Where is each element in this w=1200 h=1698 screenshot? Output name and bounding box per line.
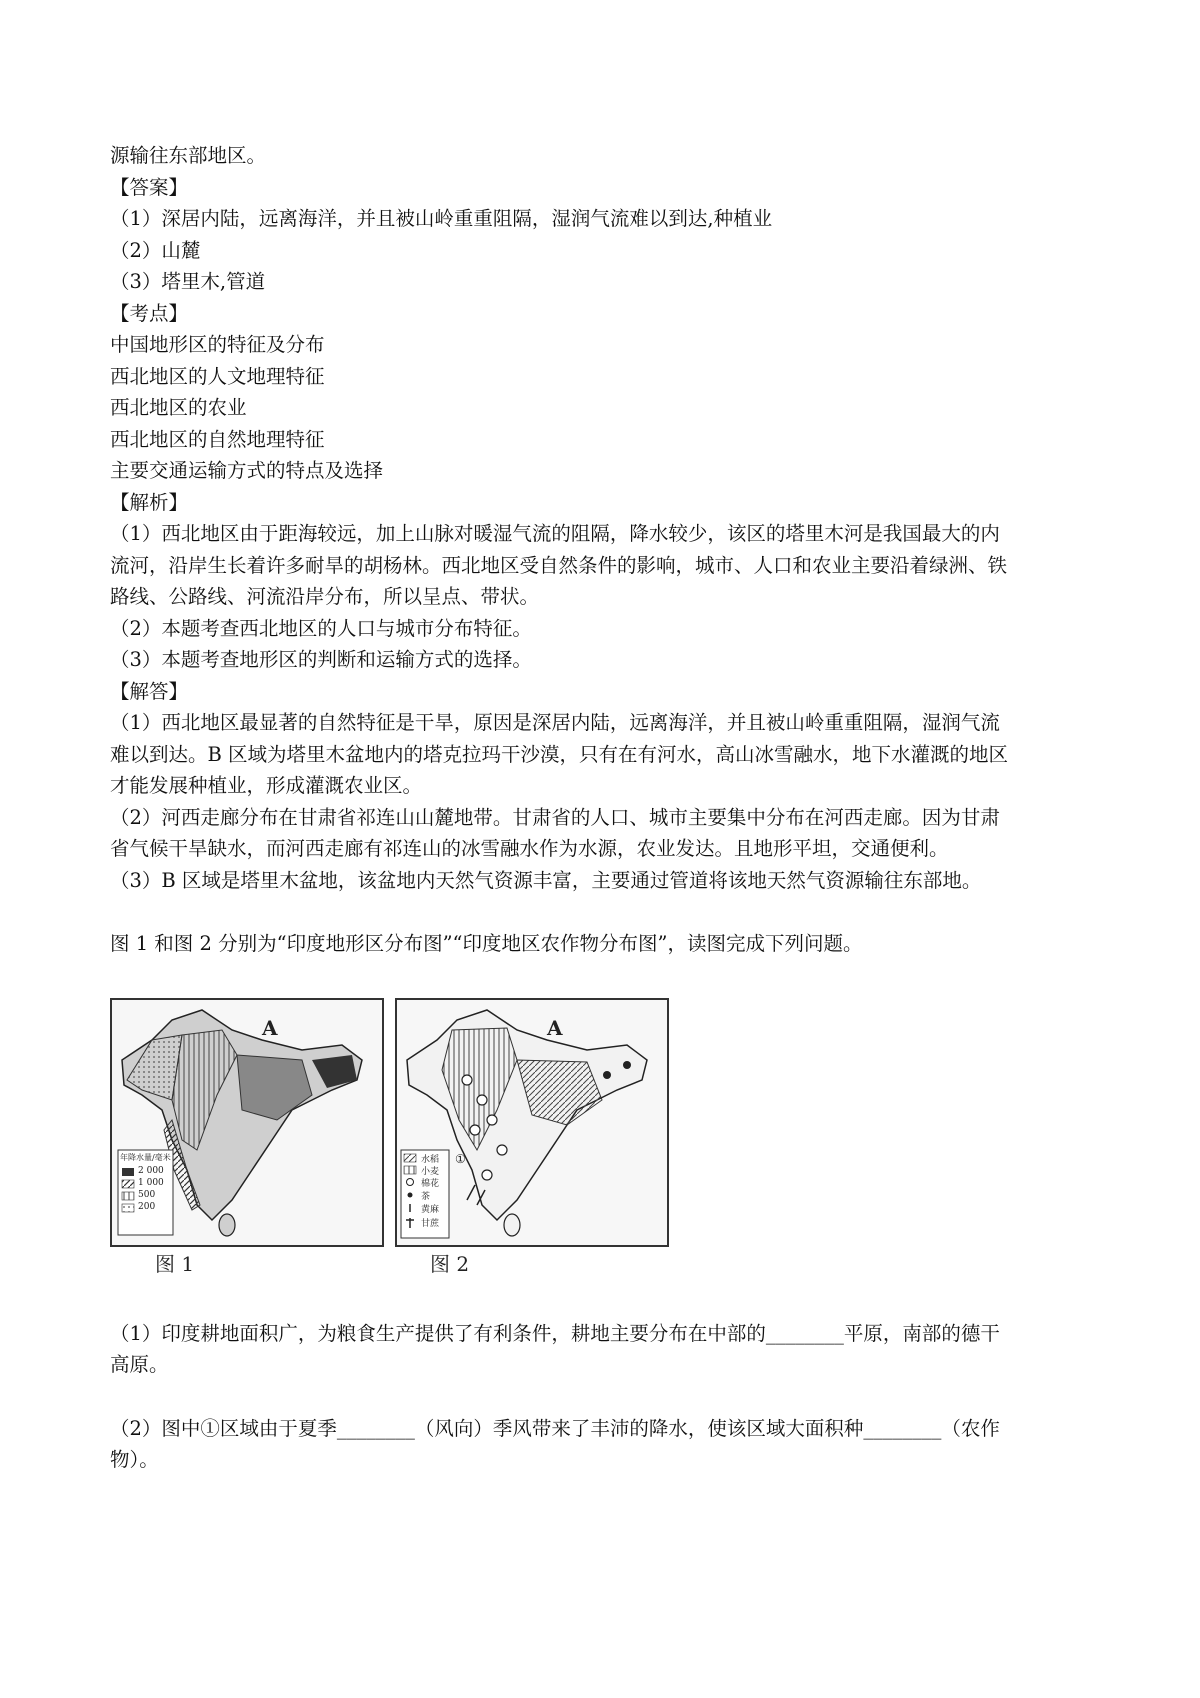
question-intro: 图 1 和图 2 分别为“印度地形区分布图”“印度地区农作物分布图”，读图完成下列问题。 [110, 932, 863, 955]
legend-title: 年降水量/毫米 [120, 1152, 171, 1162]
figure-1-caption: 图 1 [155, 1251, 195, 1276]
answer-3: （3）塔里木,管道 [110, 270, 266, 293]
topic-heading: 【考点】 [110, 301, 189, 325]
topic-item: 西北地区的自然地理特征 [110, 427, 325, 451]
india-maps-figure [110, 990, 680, 1280]
legend-item: 茶 [421, 1191, 431, 1202]
figure-2-caption: 图 2 [430, 1251, 470, 1276]
legend-item: 黄麻 [421, 1204, 440, 1215]
question-1-line: （1）印度耕地面积广，为粮食生产提供了有利条件，耕地主要分布在中部的________平原，南部的德干 [110, 1321, 1000, 1345]
analysis-line: 流河，沿岸生长着许多耐旱的胡杨林。西北地区受自然条件的影响，城市、人口和农业主要沿着绿洲、铁 [110, 553, 1008, 577]
india-terrain-map [110, 998, 384, 1247]
answer-1: （1）深居内陆，远离海洋，并且被山岭重重阻隔，湿润气流难以到达,种植业 [110, 207, 773, 230]
text-line: 源输往东部地区。 [110, 144, 267, 167]
question-2-line: 物）。 [110, 1448, 159, 1471]
legend-item: 200 [138, 1201, 156, 1212]
analysis-line: （3）本题考查地形区的判断和运输方式的选择。 [110, 648, 532, 671]
region-1-marker: ① [455, 1151, 466, 1166]
topic-item: 西北地区的人文地理特征 [110, 364, 325, 388]
document-page [110, 140, 1100, 1476]
legend-item: 小麦 [421, 1166, 440, 1177]
solution-line: 才能发展种植业，形成灌溉农业区。 [110, 774, 423, 797]
question-1-line: 高原。 [110, 1353, 169, 1376]
legend-item: 500 [138, 1189, 156, 1200]
analysis-heading: 【解析】 [110, 490, 189, 514]
topic-item: 中国地形区的特征及分布 [110, 333, 325, 356]
topic-item: 主要交通运输方式的特点及选择 [110, 459, 384, 482]
solution-line: 省气候干旱缺水，而河西走廊有祁连山的冰雪融水作为水源，农业发达。且地形平坦，交通便利。 [110, 837, 949, 860]
analysis-line: 路线、公路线、河流沿岸分布，所以呈点、带状。 [110, 585, 540, 608]
label-a: A [547, 1015, 563, 1040]
answer-heading: 【答案】 [110, 175, 189, 199]
legend-item: 1 000 [138, 1177, 164, 1188]
topic-item: 西北地区的农业 [110, 396, 247, 419]
legend-item: 水稻 [421, 1154, 440, 1165]
solution-line: （2）河西走廊分布在甘肃省祁连山山麓地带。甘肃省的人口、城市主要集中分布在河西走廊。因为甘肃 [110, 805, 1000, 829]
label-a: A [262, 1015, 278, 1040]
solution-line: （3）B 区域是塔里木盆地，该盆地内天然气资源丰富，主要通过管道将该地天然气资源输往东部地。 [110, 868, 982, 892]
solution-heading: 【解答】 [110, 679, 189, 703]
question-2-line: （2）图中①区域由于夏季________（风向）季风带来了丰沛的降水，使该区域大面积种________（农作 [110, 1416, 1000, 1440]
legend-item: 2 000 [138, 1165, 164, 1176]
solution-line: 难以到达。B 区域为塔里木盆地内的塔克拉玛干沙漠，只有在有河水，高山冰雪融水，地下水灌溉的地区 [110, 742, 1009, 766]
answer-2: （2）山麓 [110, 238, 201, 262]
solution-line: （1）西北地区最显著的自然特征是干旱，原因是深居内陆，远离海洋，并且被山岭重重阻隔，湿润气流 [110, 711, 1000, 734]
india-crops-map [395, 998, 669, 1247]
analysis-line: （2）本题考查西北地区的人口与城市分布特征。 [110, 616, 532, 640]
legend-item: 甘蔗 [421, 1218, 440, 1229]
legend-item: 棉花 [421, 1178, 440, 1189]
analysis-line: （1）西北地区由于距海较远，加上山脉对暖湿气流的阻隔，降水较少，该区的塔里木河是我国最大的内 [110, 522, 1000, 545]
